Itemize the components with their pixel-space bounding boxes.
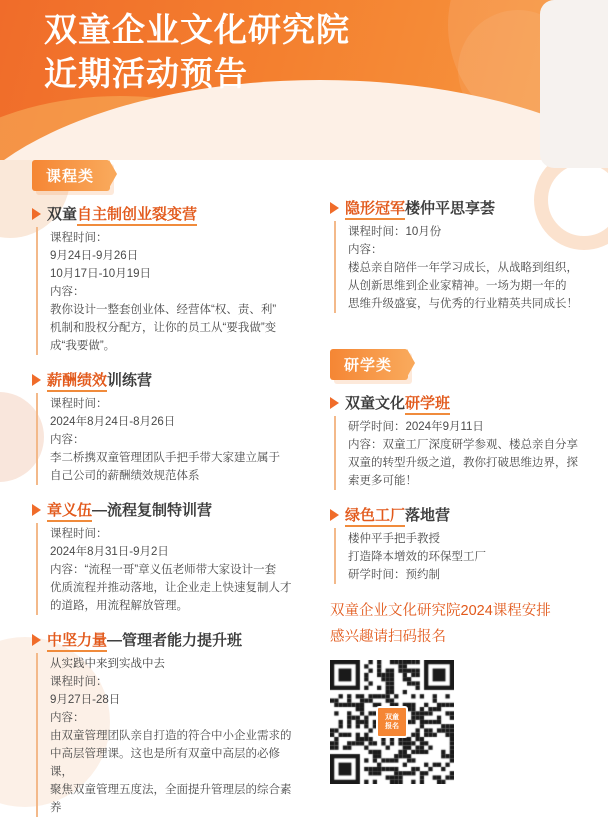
course-line: 思维升级盛宴，与优秀的行业精英共同成长！ [348, 298, 578, 310]
triangle-bullet-icon [330, 397, 339, 409]
decor-card-right [540, 0, 608, 168]
course-line: 从创新思维到企业家精神。一场为期一年的 [348, 280, 567, 292]
course-item[interactable] [32, 203, 300, 355]
course-line: 的道路，用流程解放管理。 [50, 600, 188, 612]
course-line: 课程时间： [50, 232, 108, 244]
title-line-2: 近期活动预告 [44, 55, 248, 92]
course-line: 10月17日-10月19日 [50, 268, 151, 280]
course-title-main: 自主制创业裂变营 [77, 206, 197, 226]
course-line: 李二桥携双童管理团队手把手带大家建立属于 [50, 452, 280, 464]
course-header [32, 203, 300, 224]
course-header [330, 504, 580, 525]
course-body [36, 393, 300, 485]
course-title-suffix: —流程复制特训营 [92, 502, 213, 519]
course-line: 课程时间：10月份 [348, 226, 442, 238]
signup-notice-line-1: 双童企业文化研究院2024课程安排 [330, 603, 551, 619]
course-title-suffix: 落地营 [405, 507, 451, 524]
course-line: 课程时间： [50, 676, 108, 688]
course-body [36, 653, 300, 817]
course-item[interactable] [32, 499, 300, 615]
course-line: 内容：双童工厂深度研学参观、楼总亲自分享 [348, 439, 578, 451]
left-column [32, 160, 300, 831]
course-line: 课程时间： [50, 398, 108, 410]
course-title-suffix: —管理者能力提升班 [107, 632, 243, 649]
course-body [36, 523, 300, 615]
course-title-main: 研学班 [405, 395, 450, 415]
course-line: 9月24日-9月26日 [50, 250, 139, 262]
course-header [32, 499, 300, 520]
course-line: 教你设计一整套创业体、经营体“权、责、利” [50, 304, 277, 316]
course-title [345, 504, 450, 525]
course-title-main: 薪酬绩效 [47, 372, 107, 392]
course-title-suffix: 训练营 [107, 372, 153, 389]
course-line: 研学时间：预约制 [348, 569, 440, 581]
triangle-bullet-icon [32, 634, 41, 646]
poster-header [0, 0, 608, 160]
course-title-main: 隐形冠军 [345, 200, 405, 220]
course-line: 双童的转型升级之道，教你打破思维边界，探 [348, 457, 578, 469]
course-header [330, 392, 580, 413]
course-line: 成“我要做”。 [50, 340, 116, 352]
course-title-prefix: 双童 [47, 206, 78, 223]
course-title [47, 203, 197, 224]
course-title-suffix: 楼仲平思享荟 [405, 200, 496, 217]
triangle-bullet-icon [330, 509, 339, 521]
course-title-main: 章义伍 [47, 502, 92, 522]
course-line: 中高层管理课。这也是所有双童中高层的必修课， [50, 748, 280, 778]
course-line: 由双童管理团队亲自打造的符合中小企业需求的 [50, 730, 292, 742]
course-line: 内容： [50, 712, 85, 724]
signup-notice [330, 598, 580, 650]
course-line: 2024年8月24日-8月26日 [50, 416, 176, 428]
course-line: 内容： [50, 434, 85, 446]
course-line: 索更多可能！ [348, 475, 417, 487]
course-line: 2024年8月31日-9月2日 [50, 546, 169, 558]
right-column [330, 160, 580, 784]
course-item[interactable] [32, 369, 300, 485]
course-title [345, 392, 450, 413]
course-body [334, 528, 580, 584]
triangle-bullet-icon [32, 374, 41, 386]
course-line: 研学时间：2024年9月11日 [348, 421, 484, 433]
course-header [330, 197, 580, 218]
poster-title [44, 8, 350, 96]
course-line: 优质流程并推动落地，让企业走上快速复制人才 [50, 582, 292, 594]
course-title-main: 绿色工厂 [345, 507, 405, 527]
title-line-1: 双童企业文化研究院 [44, 11, 350, 48]
triangle-bullet-icon [330, 202, 339, 214]
course-line: 从实践中来到实战中去 [50, 658, 165, 670]
triangle-bullet-icon [32, 504, 41, 516]
spacer [330, 327, 580, 349]
course-item[interactable] [32, 629, 300, 817]
course-line: 9月27日-28日 [50, 694, 121, 706]
course-title [47, 629, 242, 650]
category-banner-study: 研学类 [330, 349, 408, 380]
category-banner-courses: 课程类 [32, 160, 110, 191]
course-body [334, 221, 580, 313]
qr-code[interactable] [330, 660, 454, 784]
signup-notice-line-2: 感兴趣请扫码报名 [330, 629, 446, 645]
course-title-main: 中坚力量 [47, 632, 107, 652]
course-item[interactable] [330, 197, 580, 313]
course-header [32, 629, 300, 650]
course-line: 楼总亲自陪伴一年学习成长，从战略到组织， [348, 262, 578, 274]
course-line: 打造降本增效的环保型工厂 [348, 551, 486, 563]
course-line: 楼仲平手把手教授 [348, 533, 440, 545]
course-item[interactable] [330, 392, 580, 490]
course-body [334, 416, 580, 490]
course-line: 聚焦双童管理五度法，全面提升管理层的综合素养 [50, 784, 292, 814]
qr-code-center-logo: 双童 报名 [376, 706, 408, 738]
course-body [36, 227, 300, 355]
course-line: 内容： [348, 244, 383, 256]
course-line: 内容：“流程一哥”章义伍老师带大家设计一套 [50, 564, 277, 576]
course-item[interactable] [330, 504, 580, 584]
course-line: 自己公司的薪酬绩效规范体系 [50, 470, 200, 482]
course-title [47, 499, 212, 520]
course-header [32, 369, 300, 390]
course-line: 课程时间： [50, 528, 108, 540]
triangle-bullet-icon [32, 208, 41, 220]
course-line: 机制和股权分配方，让你的员工从“要我做”变 [50, 322, 277, 334]
course-line: 内容： [50, 286, 85, 298]
course-title [47, 369, 152, 390]
course-title-prefix: 双童文化 [345, 395, 406, 412]
course-title [345, 197, 495, 218]
